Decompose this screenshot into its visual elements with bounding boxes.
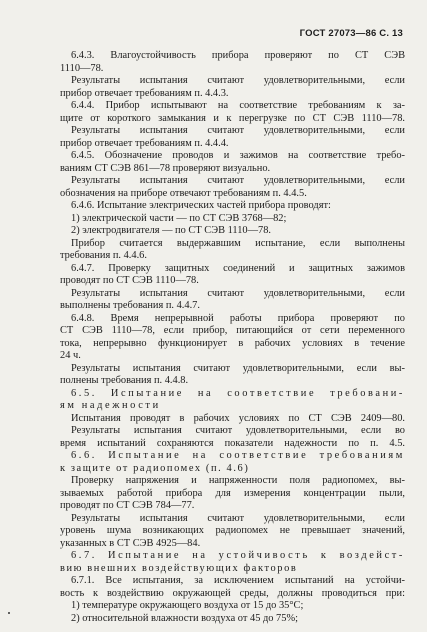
text-line: Результаты испытания считают удовлетворительными, если вы- — [71, 362, 405, 374]
text-line: проводят по СТ СЭВ 784—77. — [60, 500, 195, 511]
text-line: 1) температуре окружающего воздуха от 15 до 35°С; — [71, 600, 304, 611]
text-line: 6.4.6. Испытание электрических частей прибора проводят: — [71, 200, 331, 211]
text-line: 1) электрической части — по СТ СЭВ 3768—82; — [71, 212, 287, 224]
text-line: Результаты испытания считают удовлетворительными, если — [71, 512, 405, 524]
text-line: 2) электродвигателя — по СТ СЭВ 1110—78. — [71, 225, 271, 236]
text-line: полнены требования п. 4.4.8. — [60, 375, 189, 386]
text-line: Результаты испытания считают удовлетворительными, если — [71, 125, 405, 136]
text-line: СТ СЭВ 1110—78, если прибор, питающийся от сети переменного — [60, 325, 405, 336]
section-heading: 6.7. Испытание на устойчивость к воздейст- — [71, 550, 405, 561]
text-line: прибор отвечает требованиям п. 4.4.3. — [60, 87, 229, 99]
text-line: Прибор считается выдержавшим испытание, если выполнены — [71, 237, 405, 249]
text-line: 6.4.3. Влагоустойчивость прибора проверяют по СТ СЭВ — [71, 50, 405, 61]
text-line: вость к воздействию окружающей среды, должны проводиться при: — [60, 587, 405, 599]
page-header: ГОСТ 27073—86 С. 13 — [299, 28, 403, 39]
text-line: указанных в СТ СЭВ 4925—84. — [60, 537, 201, 549]
text-line: ваниям СТ СЭВ 861—78 проверяют визуально. — [60, 162, 271, 174]
text-line: Результаты испытания считают удовлетворительными, если во — [71, 425, 405, 436]
text-line: щите от короткого замыкания и к перегрузке по СТ СЭВ 1110—78. — [60, 112, 405, 124]
text-line: Испытания проводят в рабочих условиях по СТ СЭВ 2409—80. — [71, 412, 405, 424]
text-line: 6.4.7. Проверку защитных соединений и защитных зажимов — [71, 262, 405, 274]
text-line: 6.7.1. Все испытания, за исключением испытаний на устойчи- — [71, 575, 405, 586]
text-line: требования п. 4.4.6. — [60, 250, 147, 261]
text-line: 6.4.8. Время непрерывной работы прибора проверяют по — [71, 312, 405, 324]
text-line: время испытаний сохраняются показатели надежности по п. 4.5. — [60, 437, 405, 449]
section-heading: вию внешних воздействующих факторов — [60, 562, 298, 574]
text-line: прибор отвечает требованиям п. 4.4.4. — [60, 137, 229, 149]
text-line: тока, непрерывно функционирует в рабочих условиях в течение — [60, 337, 405, 349]
section-heading: ям надежности — [60, 400, 161, 411]
text-line: 2) относительной влажности воздуха от 45 до 75%; — [71, 612, 298, 624]
text-line: зываемых работой прибора для измерения концентрации пыли, — [60, 487, 405, 499]
text-line: 1110—78. — [60, 62, 104, 74]
text-line: проводят по СТ СЭВ 1110—78. — [60, 275, 199, 286]
text-line: обозначения на приборе отвечают требованиям п. 4.4.5. — [60, 187, 307, 199]
text-line: уровень шума возникающих радиопомех не превышает значений, — [60, 525, 405, 536]
section-heading: к защите от радиопомех (п. 4.6) — [60, 462, 250, 474]
text-line: 6.4.5. Обозначение проводов и зажимов на соответствие требо- — [71, 150, 405, 161]
text-line: Результаты испытания считают удовлетворительными, если — [71, 287, 405, 299]
page-body — [60, 50, 405, 625]
text-line: 24 ч. — [60, 350, 81, 361]
text-line: Результаты испытания считают удовлетворительными, если — [71, 175, 405, 186]
text-line: Проверку напряжения и напряженности поля радиопомех, вы- — [71, 475, 405, 486]
scan-speck — [8, 612, 10, 614]
text-line: 6.4.4. Прибор испытывают на соответствие требованиям к за- — [71, 100, 405, 111]
section-heading: 6.6. Испытание на соответствие требованиям — [71, 450, 405, 461]
section-heading: 6.5. Испытание на соответствие требовани- — [71, 387, 405, 399]
text-line: выполнены требования п. 4.4.7. — [60, 300, 200, 311]
text-line: Результаты испытания считают удовлетворительными, если — [71, 75, 405, 86]
